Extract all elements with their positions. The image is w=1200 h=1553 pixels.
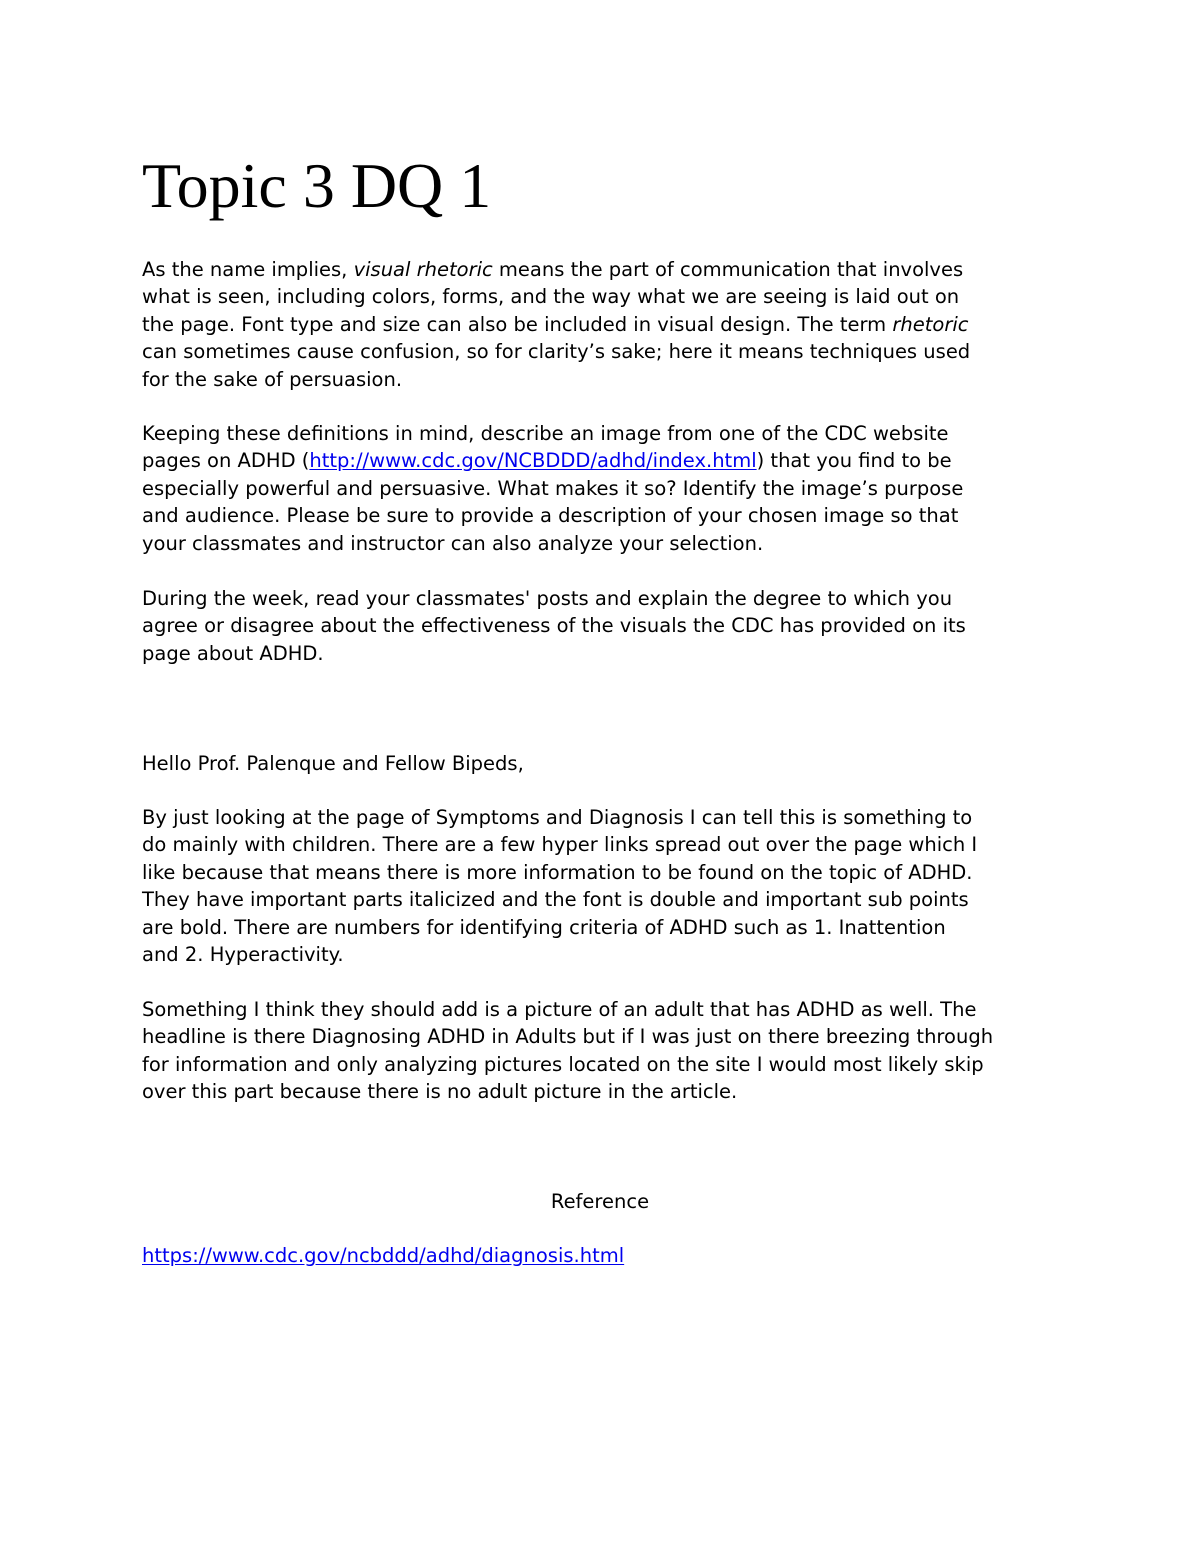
italic-term: visual rhetoric bbox=[353, 258, 493, 281]
text-line: and 2. Hyperactivity. bbox=[142, 942, 344, 966]
text-line: for the sake of persuasion. bbox=[142, 367, 403, 391]
response-paragraph-2 bbox=[142, 996, 1102, 1106]
text-line: page about ADHD. bbox=[142, 641, 324, 665]
text-line: headline is there Diagnosing ADHD in Adults but if I was just on there breezing through bbox=[142, 1025, 994, 1049]
text-line bbox=[142, 447, 1102, 474]
text-line: for information and only analyzing pictures located on the site I would most likely skip bbox=[142, 1052, 984, 1076]
text-run: pages on ADHD ( bbox=[142, 449, 310, 473]
text-line: can sometimes cause confusion, so for clarity’s sake; here it means techniques used bbox=[142, 340, 971, 364]
text-line bbox=[142, 256, 1102, 283]
text-line: especially powerful and persuasive. What makes it so? Identify the image’s purpose bbox=[142, 476, 964, 500]
text-line bbox=[142, 311, 1102, 338]
response-greeting bbox=[142, 750, 1102, 777]
reference-heading: Reference bbox=[550, 1190, 650, 1213]
reference-link-line bbox=[142, 1242, 624, 1269]
italic-term: rhetoric bbox=[892, 312, 969, 336]
text-run: As the name implies, bbox=[142, 258, 354, 281]
text-line: do mainly with children. There are a few hyper links spread out over the page which I bbox=[142, 833, 978, 857]
text-line: During the week, read your classmates' posts and explain the degree to which you bbox=[142, 587, 953, 610]
prompt-paragraph-2 bbox=[142, 420, 1102, 557]
text-line: what is seen, including colors, forms, and the way what we are seeing is laid out on bbox=[142, 285, 960, 309]
text-line: are bold. There are numbers for identifying criteria of ADHD such as 1. Inattention bbox=[142, 915, 946, 939]
text-line: They have important parts italicized and the font is double and important sub points bbox=[142, 888, 969, 912]
response-paragraph-1 bbox=[142, 804, 1102, 968]
text-line: over this part because there is no adult picture in the article. bbox=[142, 1080, 738, 1104]
text-line: By just looking at the page of Symptoms and Diagnosis I can tell this is something to bbox=[142, 806, 973, 829]
text-line: and audience. Please be sure to provide a description of your chosen image so that bbox=[142, 504, 959, 528]
text-run: the page. Font type and size can also be included in visual design. The term bbox=[142, 312, 893, 336]
text-run: means the part of communication that involves bbox=[492, 258, 964, 281]
cdc-adhd-index-link[interactable]: http://www.cdc.gov/NCBDDD/adhd/index.html bbox=[309, 449, 757, 473]
text-line: Hello Prof. Palenque and Fellow Bipeds, bbox=[142, 752, 524, 775]
page-title: Topic 3 DQ 1 bbox=[142, 150, 492, 221]
text-line: Something I think they should add is a picture of an adult that has ADHD as well. The bbox=[142, 998, 977, 1021]
text-line: Keeping these definitions in mind, describe an image from one of the CDC website bbox=[142, 422, 949, 445]
cdc-adhd-diagnosis-link[interactable]: https://www.cdc.gov/ncbddd/adhd/diagnosis.html bbox=[142, 1244, 625, 1267]
prompt-paragraph-3 bbox=[142, 585, 1102, 667]
text-line: like because that means there is more information to be found on the topic of ADHD. bbox=[142, 860, 973, 884]
text-line: your classmates and instructor can also analyze your selection. bbox=[142, 531, 764, 555]
prompt-paragraph-1 bbox=[142, 256, 1102, 393]
text-run: ) that you find to be bbox=[756, 449, 952, 473]
text-line: agree or disagree about the effectiveness of the visuals the CDC has provided on its bbox=[142, 614, 966, 638]
